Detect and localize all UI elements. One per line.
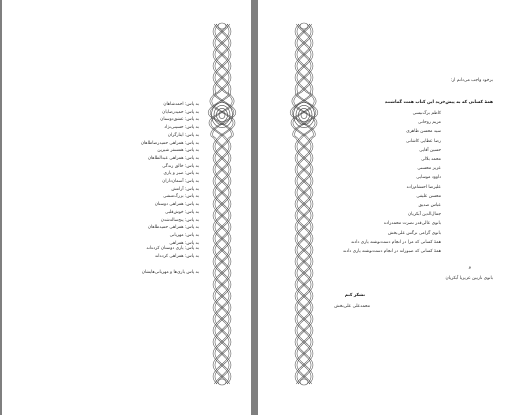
thanks-line: به پاس: خالق زندگی bbox=[162, 163, 199, 169]
thanks-line: به پاس: ایثارگران bbox=[167, 132, 199, 138]
name-line: علیرضا احتشام‌زاده bbox=[406, 184, 441, 190]
name-line: جمال‌الدین آبکریان bbox=[408, 212, 441, 218]
thanks-line: به پاس: مهربانی bbox=[169, 232, 199, 238]
thanks-line: به پاس: آرامش bbox=[171, 186, 199, 192]
thanks-line: به پاس: یاری دوستان کرده‌اند bbox=[146, 246, 199, 251]
name-line: سید محسن طاهری bbox=[406, 129, 441, 135]
name-line: کاظم برگ‌نیسی bbox=[412, 111, 441, 116]
name-line: بانوی عالی‌قدر نصرت محمدزاده bbox=[383, 221, 441, 227]
final-name: بانوی نازنین عزیزیا آبکریان bbox=[445, 276, 493, 281]
left-page bbox=[2, 0, 251, 415]
thanks-line: به پاس: بزرگ‌منشی bbox=[163, 194, 199, 200]
thanks-line: به پاس: آسمان‌داران bbox=[162, 179, 199, 184]
thanks-line: به پاس: احمدشاهان bbox=[163, 102, 199, 107]
name-line: عزیز محسنی bbox=[417, 166, 441, 172]
thanks-line: به پاس: صبر و یاری bbox=[163, 171, 199, 177]
name-line: همهٔ کسانی که صبورانه در انجام دست‌نوشته یاری دادند bbox=[342, 249, 441, 254]
signoff-title: تشکر کنم bbox=[344, 293, 365, 298]
thanks-final-line: به پاس یاری‌ها و مهربانی‌هایشان bbox=[141, 270, 199, 275]
intro-line: برخود واجب می‌دانم از: bbox=[450, 78, 493, 83]
name-line: عباس صدیق bbox=[418, 203, 441, 208]
thanks-line: به پاس: عشق‌دوستان bbox=[160, 117, 199, 123]
ornamental-knot-divider bbox=[207, 20, 237, 388]
thanks-line: به پاس: همراهی حمیدرضاطاهان bbox=[140, 140, 199, 146]
thanks-line: به پاس: همراهی کرده‌اند bbox=[154, 254, 199, 259]
name-line: حسین آقایی bbox=[419, 147, 441, 153]
acknowledgement-heading: همهٔ کسانی که به پیش‌خرید این کتاب همت گماشتند bbox=[384, 100, 493, 105]
name-line: مریم روحانی bbox=[418, 120, 441, 126]
right-page bbox=[258, 0, 511, 415]
name-line: بانوی گرامی نرگس علی‌بخش bbox=[388, 230, 441, 236]
thanks-line: به پاس: همراهی عبدالطاهان bbox=[147, 155, 199, 161]
signoff-name: محمدعلی علی‌بخش bbox=[334, 304, 370, 309]
name-line: داوود موسایی bbox=[416, 175, 441, 181]
conjunction: و bbox=[468, 265, 471, 270]
thanks-line: به پاس: همراهی bbox=[169, 240, 199, 246]
thanks-line: به پاس: حسینی‌نژاد bbox=[164, 125, 199, 131]
thanks-line: به پاس: پنج‌ساله‌شدن bbox=[160, 217, 199, 223]
name-line: همهٔ کسانی که مرا در انجام دست‌نوشته یاری دادند bbox=[350, 239, 441, 245]
name-line: رضا عطایی کاشانی bbox=[406, 138, 441, 144]
thanks-line: به پاس: همسفر شیرین bbox=[157, 148, 199, 154]
thanks-line: به پاس: خوش‌قلبی bbox=[165, 209, 199, 215]
thanks-line: به پاس: همراهی حمیدطاهان bbox=[147, 225, 199, 231]
name-line: محسن علیفی bbox=[416, 193, 441, 199]
ornamental-knot-divider bbox=[289, 20, 319, 388]
thanks-line: به پاس: حمیدرضایان bbox=[162, 109, 199, 115]
name-line: محمد بلالی bbox=[421, 157, 441, 162]
thanks-line: به پاس: همراهی دوستان bbox=[154, 202, 199, 208]
